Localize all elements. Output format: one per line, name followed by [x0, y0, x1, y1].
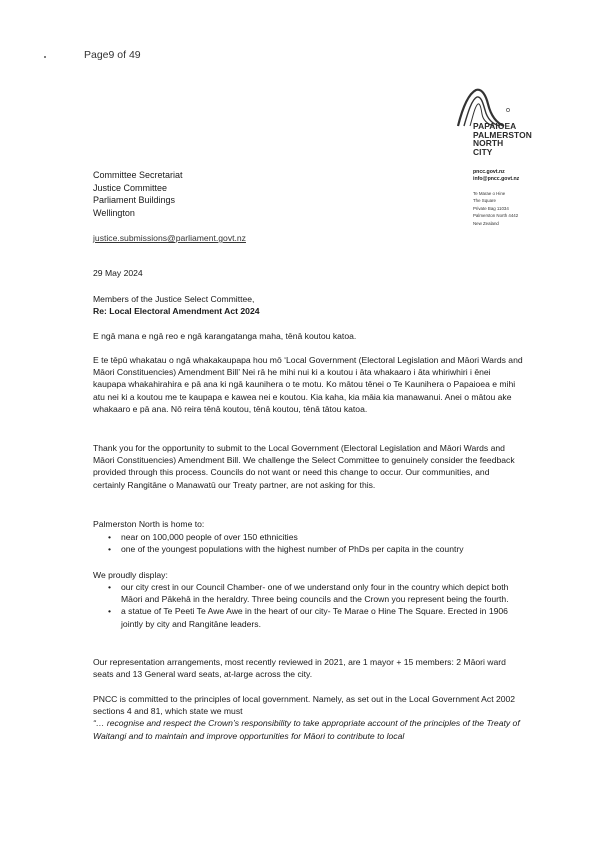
home-intro: Palmerston North is home to: — [93, 519, 205, 529]
org-name-line: CITY — [473, 146, 493, 157]
pncc-text: PNCC is committed to the principles of local government. Namely, as set out in the Local Government Act 2002 sections 4 and 81, which state we must — [93, 694, 516, 717]
address-line: New Zealand — [473, 220, 499, 226]
org-name-line: PALMERSTON — [473, 129, 532, 140]
org-name-line: NORTH — [473, 138, 504, 149]
list-item — [93, 543, 523, 555]
paragraph-maori-mihi: E te tēpū whakatau o ngā whakakaupapa hou mō ‘Local Government (Electoral Legislation and Māori Wards and Māori Constituencies) Amendment Bill’ Nei rā he mihi nui ki a koutou i āta whakaaro i āta whiriwhiri i ēnei kaupapa whakahirahira e pā ana ki ngā kaunihera o te motu. Ko mātou tēnei o Te Kaunihera o Papaioea e mihi atu nei ki a koutou me te kaupapa e kawea nei e koutou. Kia kaha, kia māia kia manawanui. Anei o mātou ake whakaaro e pā ana. Nō reira tēnā koutou, tēnā koutou, tēnā tātou katoa. — [93, 355, 523, 414]
recipient-line: Justice Committee — [93, 182, 168, 193]
paragraph-representation: Our representation arrangements, most recently reviewed in 2021, are 1 mayor + 15 members: 2 Māori ward seats and 13 General ward seats, at-large across the city. — [93, 657, 506, 680]
recipient-block — [93, 169, 183, 219]
paragraph-pncc-commitment — [93, 693, 523, 742]
list-item-text: near on 100,000 people of over 150 ethnicities — [121, 532, 298, 542]
recipient-line: Parliament Buildings — [93, 195, 176, 206]
display-intro: We proudly display: — [93, 570, 168, 580]
list-item — [93, 531, 523, 543]
bullet-icon: • — [108, 532, 112, 542]
bullet-icon: • — [108, 582, 112, 592]
home-list — [93, 531, 523, 555]
paragraph-thanks: Thank you for the opportunity to submit to the Local Government (Electoral Legislation and Māori Wards and Māori Constituencies) Amendment Bill. We challenge the Select Committee to genuinely consider the feedback provided through this process. Councils do not want or need this change to occur. Our communities, and certainly Rangitāne o Manawatū our Treaty partner, are not asking for this. — [93, 443, 515, 490]
salutation-block — [93, 293, 523, 317]
recipient-line: Committee Secretariat — [93, 170, 183, 180]
greeting: E ngā mana e ngā reo e ngā karangatanga maha, tēnā koutou katoa. — [93, 331, 357, 341]
address-line: The Square — [473, 198, 496, 204]
list-item-text: a statue of Te Peeti Te Awe Awe in the heart of our city- Te Marae o Hine The Square. Erected in 1906 jointly by city and Rangitāne leaders. — [121, 606, 508, 629]
letter-date: 29 May 2024 — [93, 268, 143, 278]
list-item-text: our city crest in our Council Chamber- one of we understand only four in the country which depict both Māori and Pākehā in the heraldry. Three being councils and the Crown you represent being the fourth. — [121, 582, 509, 605]
salutation: Members of the Justice Select Committee, — [93, 294, 255, 304]
org-website: pncc.govt.nz — [473, 169, 505, 175]
address-line: Te Marae o Hine — [473, 191, 506, 196]
legislation-quote: “… recognise and respect the Crown’s responsibility to take appropriate account of the principles of the Treaty of Waitangi and to maintain and improve opportunities for Māori to contribute to local — [93, 718, 520, 741]
org-name-line: PAPAIOEA — [473, 121, 517, 131]
recipient-email-link[interactable]: justice.submissions@parliament.govt.nz — [93, 233, 246, 243]
bullet-icon: • — [108, 606, 112, 617]
list-item — [93, 605, 523, 629]
address-line: Palmerston North 4442 — [473, 213, 519, 219]
org-address — [473, 190, 518, 227]
subject-line: Re: Local Electoral Amendment Act 2024 — [93, 306, 260, 317]
org-name — [473, 122, 532, 156]
list-item-text: one of the youngest populations with the highest number of PhDs per capita in the country — [121, 544, 464, 555]
org-email: info@pncc.govt.nz — [473, 176, 520, 182]
org-contact — [473, 169, 519, 183]
bullet-icon: • — [108, 544, 112, 555]
display-list — [93, 581, 523, 630]
address-line: Private Bag 11034 — [473, 205, 509, 211]
page-number: Page9 of 49 — [84, 49, 141, 61]
recipient-line: Wellington — [93, 207, 135, 218]
list-item — [93, 581, 523, 605]
scan-mark — [44, 56, 46, 58]
